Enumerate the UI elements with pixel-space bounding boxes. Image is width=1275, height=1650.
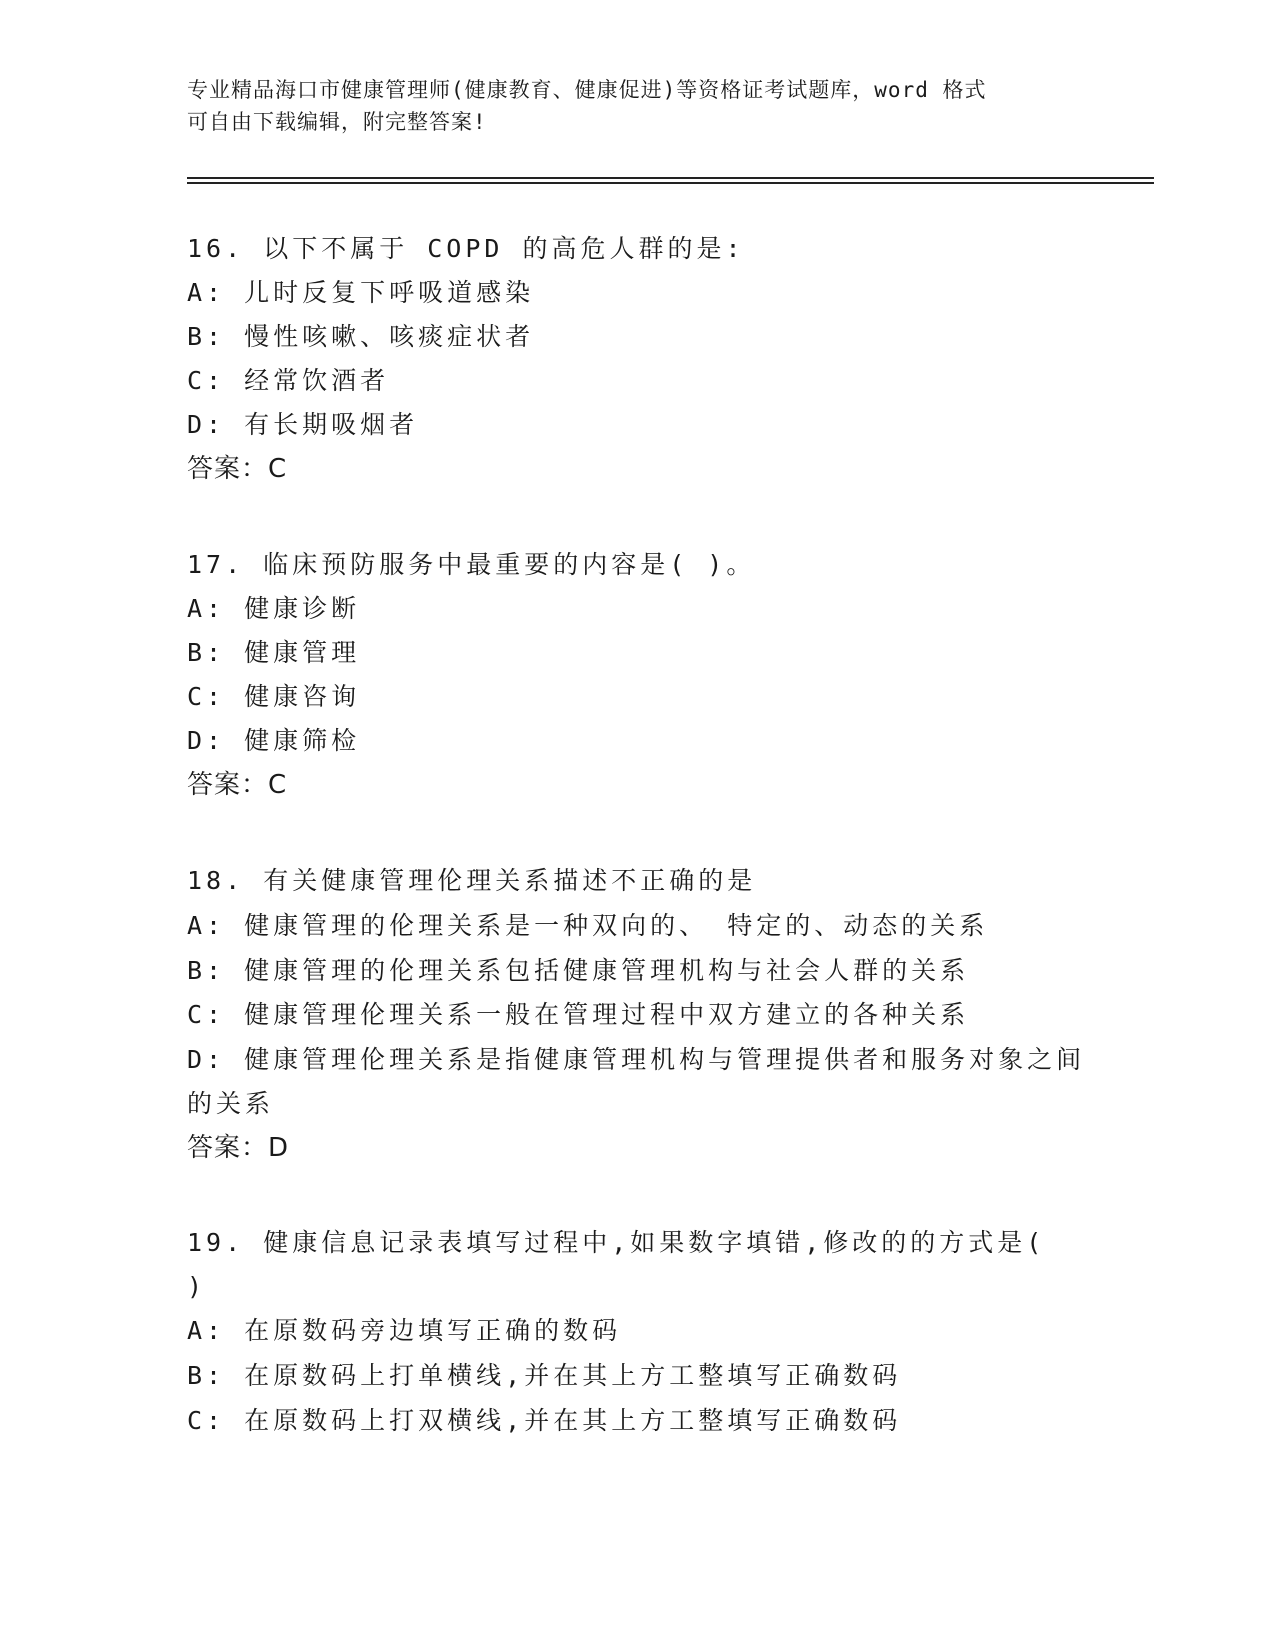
- question-18-option-c: C: 健康管理伦理关系一般在管理过程中双方建立的各种关系: [187, 1000, 970, 1029]
- question-16-option-b: B: 慢性咳嗽、咳痰症状者: [187, 322, 535, 351]
- question-17-stem: 17. 临床预防服务中最重要的内容是( )。: [187, 550, 756, 579]
- question-19-option-c: C: 在原数码上打双横线,并在其上方工整填写正确数码: [187, 1406, 902, 1435]
- header-line-2: 可自由下载编辑，附完整答案!: [187, 110, 487, 134]
- header-divider-bottom: [187, 182, 1154, 184]
- document-header: [187, 74, 1087, 138]
- question-17-option-a: A: 健康诊断: [187, 594, 361, 623]
- question-16-stem: 16. 以下不属于 COPD 的高危人群的是:: [187, 234, 745, 263]
- question-16-option-d: D: 有长期吸烟者: [187, 410, 419, 439]
- question-17-option-b: B: 健康管理: [187, 638, 361, 667]
- question-18-option-d-cont: 的关系: [187, 1089, 275, 1118]
- question-16-option-c: C: 经常饮酒者: [187, 366, 390, 395]
- question-19-option-b: B: 在原数码上打单横线,并在其上方工整填写正确数码: [187, 1361, 902, 1390]
- question-16-answer: 答案：C: [187, 454, 288, 484]
- question-18-option-d: D: 健康管理伦理关系是指健康管理机构与管理提供者和服务对象之间: [187, 1045, 1086, 1074]
- question-18-answer: 答案：D: [187, 1133, 290, 1163]
- question-17-option-c: C: 健康咨询: [187, 682, 361, 711]
- question-18-option-a: A: 健康管理的伦理关系是一种双向的、 特定的、动态的关系: [187, 911, 989, 940]
- question-16-option-a: A: 儿时反复下呼吸道感染: [187, 278, 535, 307]
- question-17-option-d: D: 健康筛检: [187, 726, 361, 755]
- question-19-stem: 19. 健康信息记录表填写过程中,如果数字填错,修改的的方式是(: [187, 1228, 1046, 1257]
- question-17-answer: 答案：C: [187, 770, 288, 800]
- header-divider-top: [187, 177, 1154, 179]
- question-18-option-b: B: 健康管理的伦理关系包括健康管理机构与社会人群的关系: [187, 956, 970, 985]
- header-line-1: 专业精品海口市健康管理师(健康教育、健康促进)等资格证考试题库，word 格式: [187, 78, 987, 102]
- question-19-option-a: A: 在原数码旁边填写正确的数码: [187, 1316, 622, 1345]
- question-19-stem-cont: ): [187, 1272, 207, 1301]
- question-18-stem: 18. 有关健康管理伦理关系描述不正确的是: [187, 866, 757, 895]
